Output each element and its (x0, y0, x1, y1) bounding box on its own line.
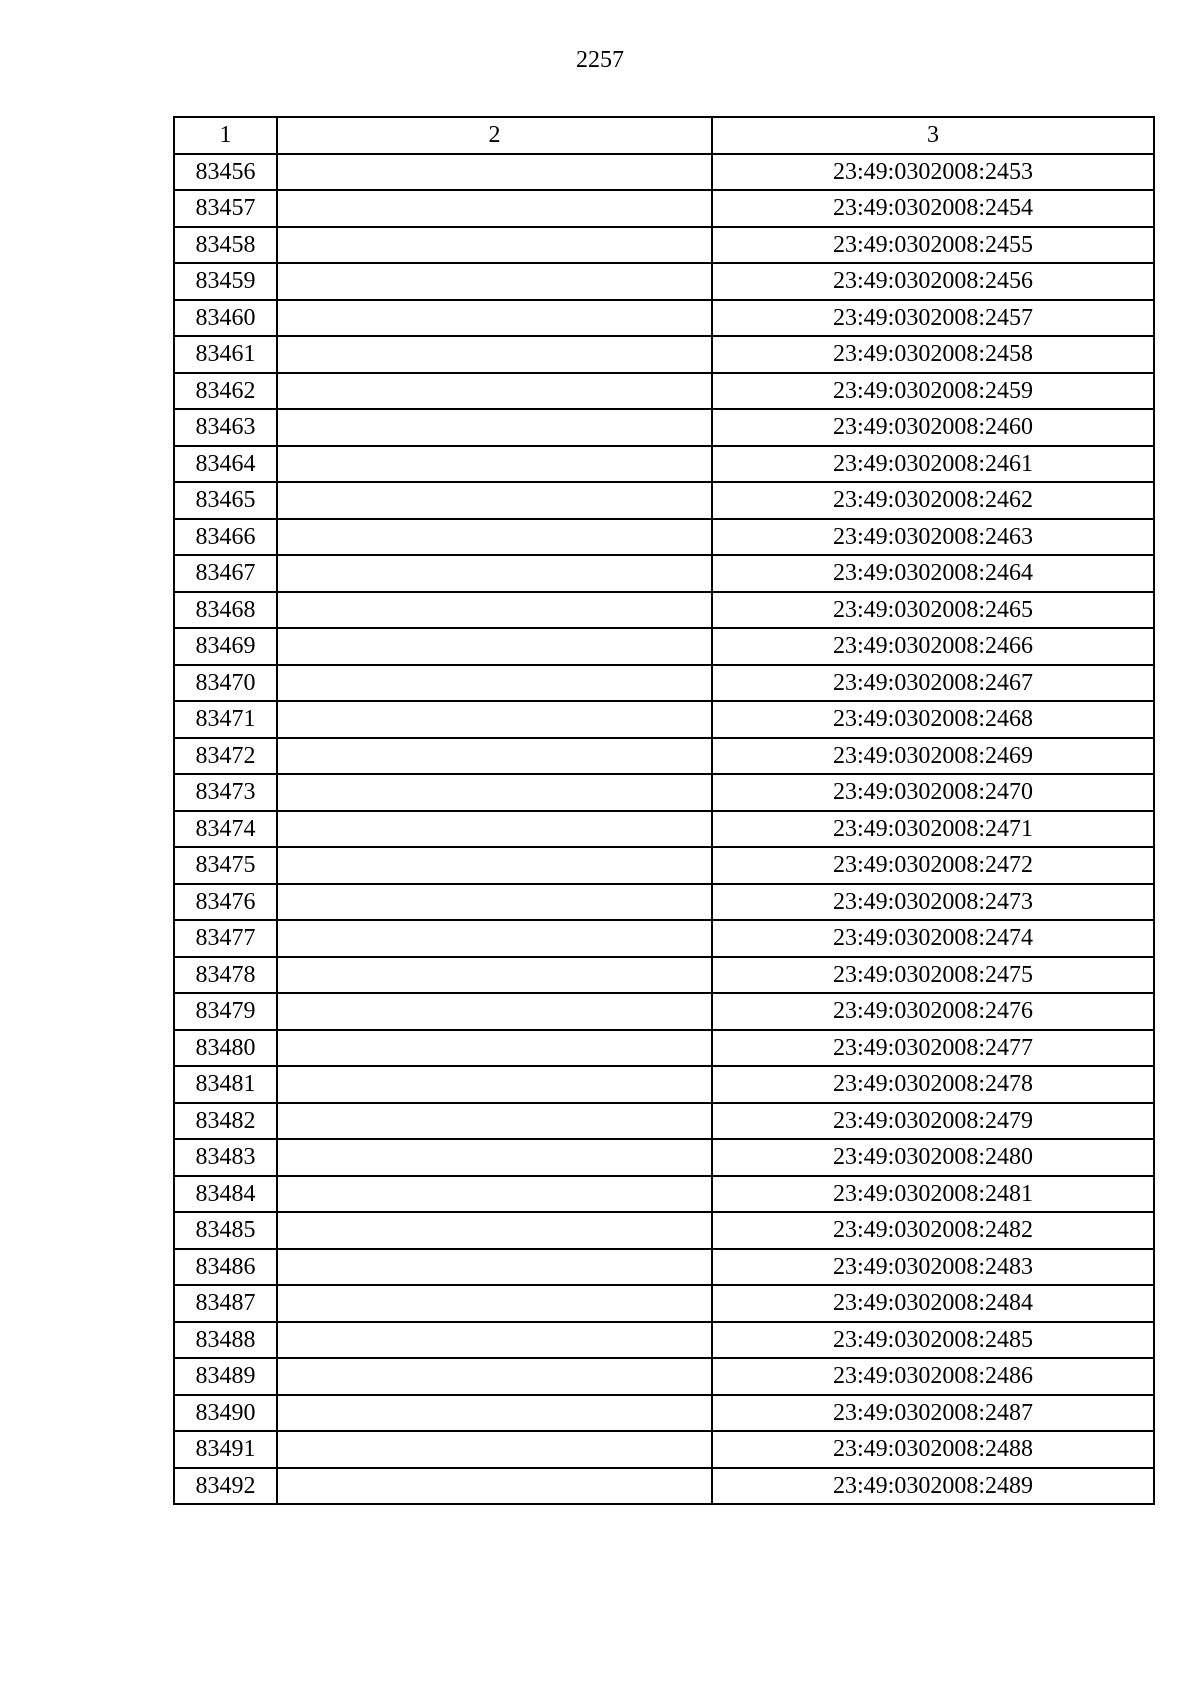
table-row (174, 1030, 1154, 1067)
row-empty-cell (277, 1139, 712, 1176)
row-empty-cell (277, 1431, 712, 1468)
cadastral-number-cell: 23:49:0302008:2470 (712, 774, 1154, 811)
row-empty-cell (277, 1066, 712, 1103)
cadastral-number-cell: 23:49:0302008:2488 (712, 1431, 1154, 1468)
row-empty-cell (277, 701, 712, 738)
table-row (174, 957, 1154, 994)
table-row (174, 811, 1154, 848)
cadastral-number-cell: 23:49:0302008:2479 (712, 1103, 1154, 1140)
register-table (173, 116, 1155, 1505)
cadastral-number-cell: 23:49:0302008:2472 (712, 847, 1154, 884)
row-empty-cell (277, 1030, 712, 1067)
table-row (174, 774, 1154, 811)
row-number-cell: 83487 (174, 1285, 277, 1322)
row-number-cell: 83480 (174, 1030, 277, 1067)
row-number-cell: 83461 (174, 336, 277, 373)
row-empty-cell (277, 920, 712, 957)
row-number-cell: 83473 (174, 774, 277, 811)
row-number-cell: 83472 (174, 738, 277, 775)
row-empty-cell (277, 1468, 712, 1505)
row-empty-cell (277, 190, 712, 227)
table-row (174, 1066, 1154, 1103)
cadastral-number-cell: 23:49:0302008:2486 (712, 1358, 1154, 1395)
row-empty-cell (277, 993, 712, 1030)
table-row (174, 446, 1154, 483)
table-row (174, 1212, 1154, 1249)
row-number-cell: 83482 (174, 1103, 277, 1140)
table-row (174, 847, 1154, 884)
table-row (174, 665, 1154, 702)
row-number-cell: 83464 (174, 446, 277, 483)
row-number-cell: 83459 (174, 263, 277, 300)
cadastral-number-cell: 23:49:0302008:2463 (712, 519, 1154, 556)
table-row (174, 1285, 1154, 1322)
table-row (174, 154, 1154, 191)
row-number-cell: 83492 (174, 1468, 277, 1505)
row-empty-cell (277, 665, 712, 702)
row-number-cell: 83481 (174, 1066, 277, 1103)
row-empty-cell (277, 154, 712, 191)
column-header-2: 2 (277, 117, 712, 154)
cadastral-number-cell: 23:49:0302008:2462 (712, 482, 1154, 519)
row-empty-cell (277, 1395, 712, 1432)
table-row (174, 519, 1154, 556)
row-number-cell: 83491 (174, 1431, 277, 1468)
table-row (174, 1395, 1154, 1432)
cadastral-number-cell: 23:49:0302008:2469 (712, 738, 1154, 775)
row-number-cell: 83468 (174, 592, 277, 629)
row-empty-cell (277, 1358, 712, 1395)
row-number-cell: 83474 (174, 811, 277, 848)
table-row (174, 1176, 1154, 1213)
row-number-cell: 83485 (174, 1212, 277, 1249)
cadastral-number-cell: 23:49:0302008:2471 (712, 811, 1154, 848)
cadastral-number-cell: 23:49:0302008:2481 (712, 1176, 1154, 1213)
row-number-cell: 83490 (174, 1395, 277, 1432)
table-row (174, 592, 1154, 629)
row-number-cell: 83458 (174, 227, 277, 264)
row-number-cell: 83483 (174, 1139, 277, 1176)
cadastral-number-cell: 23:49:0302008:2459 (712, 373, 1154, 410)
row-empty-cell (277, 555, 712, 592)
cadastral-number-cell: 23:49:0302008:2457 (712, 300, 1154, 337)
row-number-cell: 83475 (174, 847, 277, 884)
row-number-cell: 83478 (174, 957, 277, 994)
row-number-cell: 83489 (174, 1358, 277, 1395)
row-empty-cell (277, 1249, 712, 1286)
row-empty-cell (277, 1103, 712, 1140)
row-empty-cell (277, 884, 712, 921)
cadastral-number-cell: 23:49:0302008:2478 (712, 1066, 1154, 1103)
table-row (174, 738, 1154, 775)
row-number-cell: 83479 (174, 993, 277, 1030)
cadastral-number-cell: 23:49:0302008:2473 (712, 884, 1154, 921)
row-empty-cell (277, 482, 712, 519)
row-number-cell: 83477 (174, 920, 277, 957)
column-header-1: 1 (174, 117, 277, 154)
cadastral-number-cell: 23:49:0302008:2480 (712, 1139, 1154, 1176)
table-row (174, 482, 1154, 519)
row-number-cell: 83462 (174, 373, 277, 410)
row-number-cell: 83471 (174, 701, 277, 738)
cadastral-number-cell: 23:49:0302008:2466 (712, 628, 1154, 665)
row-number-cell: 83457 (174, 190, 277, 227)
table-row (174, 1322, 1154, 1359)
row-empty-cell (277, 1212, 712, 1249)
column-header-3: 3 (712, 117, 1154, 154)
row-empty-cell (277, 519, 712, 556)
cadastral-number-cell: 23:49:0302008:2461 (712, 446, 1154, 483)
table-row (174, 1249, 1154, 1286)
row-number-cell: 83476 (174, 884, 277, 921)
cadastral-number-cell: 23:49:0302008:2467 (712, 665, 1154, 702)
cadastral-number-cell: 23:49:0302008:2474 (712, 920, 1154, 957)
cadastral-number-cell: 23:49:0302008:2484 (712, 1285, 1154, 1322)
row-number-cell: 83466 (174, 519, 277, 556)
cadastral-number-cell: 23:49:0302008:2487 (712, 1395, 1154, 1432)
cadastral-number-cell: 23:49:0302008:2468 (712, 701, 1154, 738)
cadastral-number-cell: 23:49:0302008:2475 (712, 957, 1154, 994)
cadastral-number-cell: 23:49:0302008:2477 (712, 1030, 1154, 1067)
cadastral-number-cell: 23:49:0302008:2456 (712, 263, 1154, 300)
row-empty-cell (277, 738, 712, 775)
table-row (174, 300, 1154, 337)
row-empty-cell (277, 263, 712, 300)
table-row (174, 1139, 1154, 1176)
row-empty-cell (277, 1285, 712, 1322)
cadastral-number-cell: 23:49:0302008:2476 (712, 993, 1154, 1030)
table-header-row (174, 117, 1154, 154)
table-row (174, 1468, 1154, 1505)
row-empty-cell (277, 957, 712, 994)
cadastral-number-cell: 23:49:0302008:2465 (712, 592, 1154, 629)
row-number-cell: 83470 (174, 665, 277, 702)
cadastral-number-cell: 23:49:0302008:2460 (712, 409, 1154, 446)
row-number-cell: 83456 (174, 154, 277, 191)
table-body (174, 154, 1154, 1505)
row-empty-cell (277, 300, 712, 337)
row-empty-cell (277, 409, 712, 446)
row-empty-cell (277, 592, 712, 629)
row-empty-cell (277, 336, 712, 373)
table-row (174, 227, 1154, 264)
table-row (174, 373, 1154, 410)
table-row (174, 336, 1154, 373)
table-row (174, 555, 1154, 592)
row-number-cell: 83486 (174, 1249, 277, 1286)
table-row (174, 993, 1154, 1030)
cadastral-number-cell: 23:49:0302008:2483 (712, 1249, 1154, 1286)
table-row (174, 409, 1154, 446)
cadastral-number-cell: 23:49:0302008:2455 (712, 227, 1154, 264)
row-empty-cell (277, 811, 712, 848)
table-row (174, 628, 1154, 665)
table-row (174, 1431, 1154, 1468)
cadastral-number-cell: 23:49:0302008:2453 (712, 154, 1154, 191)
row-empty-cell (277, 1322, 712, 1359)
table-row (174, 263, 1154, 300)
cadastral-number-cell: 23:49:0302008:2489 (712, 1468, 1154, 1505)
cadastral-number-cell: 23:49:0302008:2458 (712, 336, 1154, 373)
row-empty-cell (277, 1176, 712, 1213)
row-empty-cell (277, 373, 712, 410)
table-row (174, 1358, 1154, 1395)
row-number-cell: 83460 (174, 300, 277, 337)
cadastral-number-cell: 23:49:0302008:2454 (712, 190, 1154, 227)
cadastral-number-cell: 23:49:0302008:2482 (712, 1212, 1154, 1249)
row-number-cell: 83467 (174, 555, 277, 592)
row-number-cell: 83484 (174, 1176, 277, 1213)
cadastral-number-cell: 23:49:0302008:2485 (712, 1322, 1154, 1359)
table-row (174, 701, 1154, 738)
row-empty-cell (277, 774, 712, 811)
table-row (174, 190, 1154, 227)
row-number-cell: 83463 (174, 409, 277, 446)
row-number-cell: 83469 (174, 628, 277, 665)
cadastral-number-cell: 23:49:0302008:2464 (712, 555, 1154, 592)
row-empty-cell (277, 227, 712, 264)
row-number-cell: 83488 (174, 1322, 277, 1359)
row-empty-cell (277, 847, 712, 884)
table-row (174, 920, 1154, 957)
table-row (174, 1103, 1154, 1140)
table-row (174, 884, 1154, 921)
row-empty-cell (277, 446, 712, 483)
row-number-cell: 83465 (174, 482, 277, 519)
row-empty-cell (277, 628, 712, 665)
page-number: 2257 (576, 47, 624, 73)
